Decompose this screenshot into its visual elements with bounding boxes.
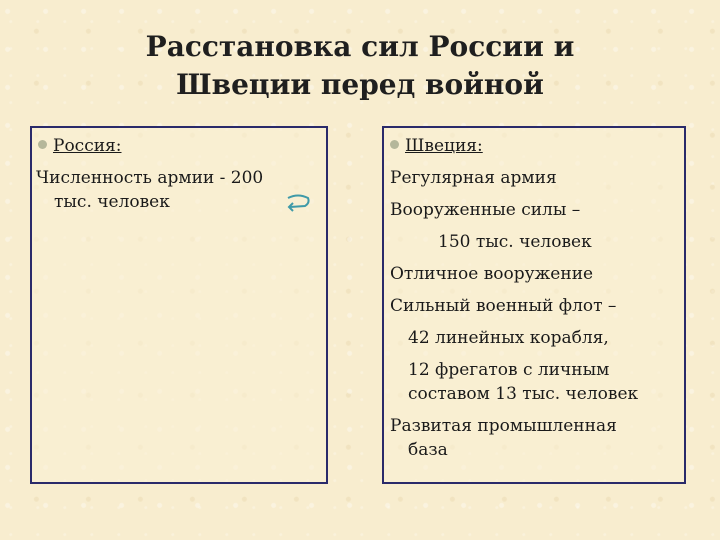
russia-heading: Россия: xyxy=(53,136,122,156)
russia-heading-row xyxy=(38,136,122,156)
sweden-line-8: составом 13 тыс. человек xyxy=(408,384,639,404)
sweden-line-7: 12 фрегатов с личным xyxy=(408,360,610,380)
sweden-line-2: Вооруженные силы – xyxy=(390,200,581,220)
sweden-line-3: 150 тыс. человек xyxy=(438,232,592,252)
slide-title xyxy=(0,28,720,104)
return-arrow-icon[interactable] xyxy=(284,192,312,214)
sweden-line-6: 42 линейных корабля, xyxy=(408,328,609,348)
sweden-panel xyxy=(382,126,686,484)
russia-panel xyxy=(30,126,328,484)
sweden-line-5: Сильный военный флот – xyxy=(390,296,617,316)
sweden-line-9: Развитая промышленная xyxy=(390,416,617,436)
russia-line-1: Численность армии - 200 xyxy=(36,168,264,188)
title-line-1: Расстановка сил России и xyxy=(145,30,575,63)
sweden-line-4: Отличное вооружение xyxy=(390,264,594,284)
sweden-heading-row xyxy=(390,136,483,156)
bullet-icon xyxy=(390,140,399,149)
sweden-heading: Швеция: xyxy=(405,136,483,156)
sweden-line-1: Регулярная армия xyxy=(390,168,557,188)
title-line-2: Швеции перед войной xyxy=(176,68,544,101)
bullet-icon xyxy=(38,140,47,149)
sweden-line-10: база xyxy=(408,440,448,460)
russia-line-2: тыс. человек xyxy=(54,192,170,212)
